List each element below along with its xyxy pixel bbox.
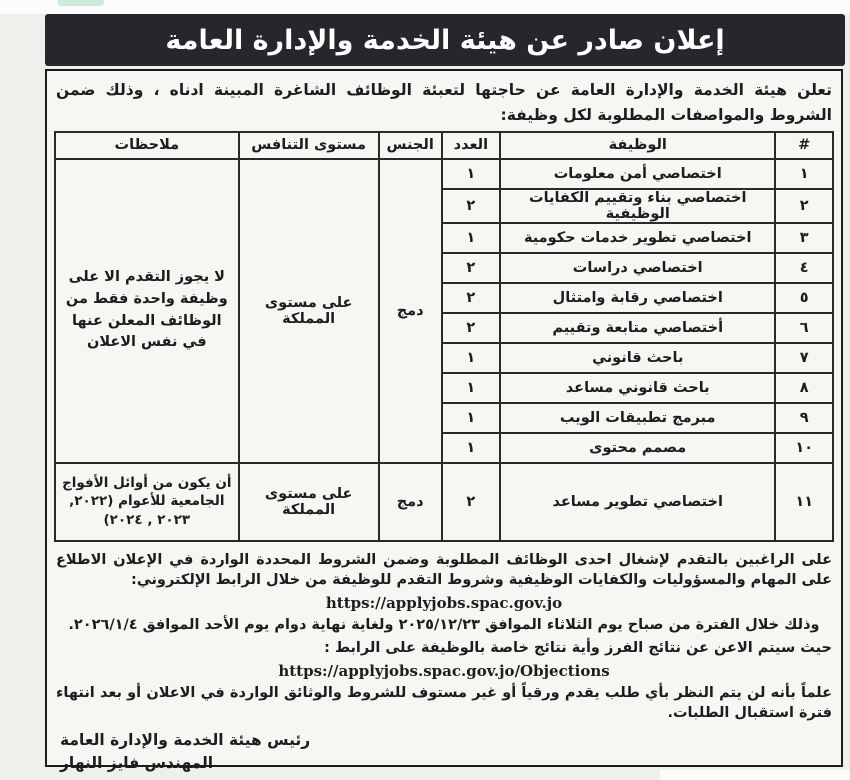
signer-title: رئيس هيئة الخدمة والإدارة العامة — [60, 731, 311, 750]
header-notes: ملاحظات — [55, 132, 239, 159]
job-title-cell: باحث قانوني — [500, 343, 775, 373]
row-index: ٢ — [775, 189, 833, 223]
apply-instructions-paragraph: على الراغبين بالتقدم لإشغال احدى الوظائف المطلوبة وضمن الشروط المحددة الواردة في الإعلان الاطلاع على المهام والمسؤوليات والكفايات الوظيفية وشروط التقدم للوظيفة من خلال الرابط الإلكتروني: — [56, 551, 832, 589]
table-row — [55, 159, 833, 189]
job-title-cell: مبرمج تطبيقات الويب — [500, 403, 775, 433]
intro-paragraph: تعلن هيئة الخدمة والإدارة العامة عن حاجتها لتعبئة الوظائف الشاغرة المبينة ادناه ، وذلك ضمن الشروط والمواصفات المطلوبة لكل وظيفة: — [56, 81, 832, 124]
table-body — [55, 159, 833, 463]
scan-artifact-green-mark — [58, 0, 104, 6]
signer-name: المهندس فايز النهار — [60, 753, 214, 772]
row-index: ٤ — [775, 253, 833, 283]
vacancies-table — [54, 131, 834, 542]
announcement-title-banner — [45, 14, 845, 66]
job-title-cell: اختصاصي رقابة وامتثال — [500, 283, 775, 313]
job-title-cell: اختصاصي تطوير مساعد — [500, 463, 775, 541]
vacancy-count-cell: ٢ — [442, 313, 500, 343]
row-index: ١٠ — [775, 433, 833, 463]
results-announcement-paragraph: حيث سيتم الاعن عن نتائج الفرز وأية نتائج خاصة بالوظيفة على الرابط : — [324, 640, 832, 657]
vacancy-count-cell: ١ — [442, 343, 500, 373]
bottom-margin-strip — [660, 770, 850, 780]
table-body-row11 — [55, 463, 833, 541]
header-count: العدد — [442, 132, 500, 159]
vacancy-count-cell: ٢ — [442, 189, 500, 223]
vacancy-count-cell: ١ — [442, 403, 500, 433]
signature-block — [56, 729, 832, 774]
row-index: ٩ — [775, 403, 833, 433]
job-title-cell: اختصاصي تطوير خدمات حكومية — [500, 223, 775, 253]
row-index: ٣ — [775, 223, 833, 253]
table-row — [55, 463, 833, 541]
notes-merged-cell: لا يجوز التقدم الا على وظيفة واحدة فقط من الوظائف المعلن عنها في نفس الاعلان — [55, 159, 239, 463]
application-period-paragraph: وذلك خلال الفترة من صباح يوم الثلاثاء الموافق ٢٠٢٥/١٢/٢٣ ولغاية نهاية دوام يوم الأحد الموافق ٢٠٢٦/١/٤. — [68, 616, 820, 633]
row-index: ١ — [775, 159, 833, 189]
vacancy-count-cell: ١ — [442, 159, 500, 189]
instructions-section — [47, 546, 841, 774]
header-job: الوظيفة — [500, 132, 775, 159]
header-level: مستوى التنافس — [239, 132, 379, 159]
row-index: ٦ — [775, 313, 833, 343]
vacancy-count-cell: ١ — [442, 223, 500, 253]
row-index: ١١ — [775, 463, 833, 541]
job-title-cell: اختصاصي دراسات — [500, 253, 775, 283]
job-title-cell: اختصاصي أمن معلومات — [500, 159, 775, 189]
competition-level-merged-cell: على مستوى المملكة — [239, 159, 379, 463]
header-number: # — [775, 132, 833, 159]
vacancy-count-cell: ١ — [442, 373, 500, 403]
apply-url: https://applyjobs.spac.gov.jo — [325, 593, 563, 612]
job-title-cell: اختصاصي بناء وتقييم الكفايات الوظيفية — [500, 189, 775, 223]
row-index: ٧ — [775, 343, 833, 373]
table-header — [55, 132, 833, 159]
announcement-body-box — [45, 69, 843, 772]
job-title-cell: باحث قانوني مساعد — [500, 373, 775, 403]
competition-level-cell: على مستوى المملكة — [239, 463, 379, 541]
row-index: ٨ — [775, 373, 833, 403]
vacancy-count-cell: ٢ — [442, 463, 500, 541]
gender-cell: دمج — [379, 463, 442, 541]
row-index: ٥ — [775, 283, 833, 313]
header-gender: الجنس — [379, 132, 442, 159]
job-title-cell: مصمم محتوى — [500, 433, 775, 463]
objections-url: https://applyjobs.spac.gov.jo/Objections — [278, 661, 610, 680]
notes-cell: أن يكون من أوائل الأفواج الجامعية للأعوام (٢٠٢٢, ٢٠٢٣ , ٢٠٢٤) — [55, 463, 239, 541]
page-title: إعلان صادر عن هيئة الخدمة والإدارة العامة — [165, 24, 725, 56]
gender-merged-cell: دمج — [379, 159, 442, 463]
disclaimer-paragraph: علماً بأنه لن يتم النظر بأي طلب يقدم ورقياً أو غير مستوف للشروط والوثائق الواردة في الاعلان أو بعد انتهاء فترة استقبال الطلبات. — [56, 684, 832, 722]
vacancy-count-cell: ١ — [442, 433, 500, 463]
vacancy-count-cell: ٢ — [442, 283, 500, 313]
top-margin-strip — [0, 0, 850, 14]
job-title-cell: أختصاصي متابعة وتقييم — [500, 313, 775, 343]
vacancy-count-cell: ٢ — [442, 253, 500, 283]
